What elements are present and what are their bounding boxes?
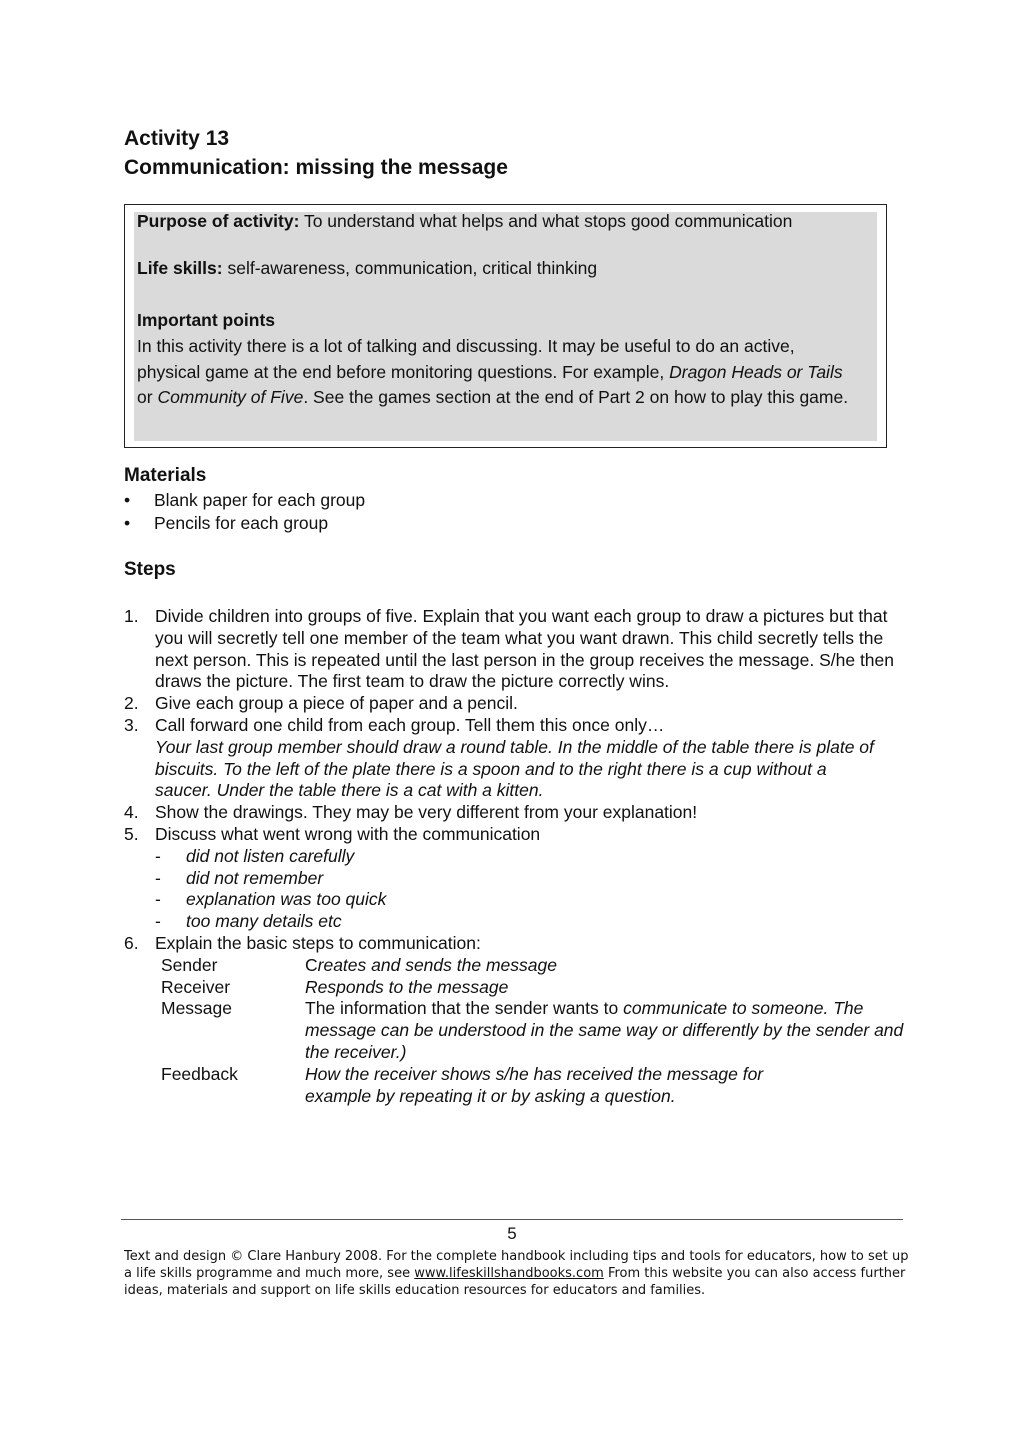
footer-divider (121, 1219, 903, 1220)
step-item (124, 933, 914, 1107)
dash-item-text: explanation was too quick (186, 889, 387, 910)
dash-icon: - (155, 911, 161, 932)
dash-item-text: did not listen carefully (186, 845, 355, 866)
activity-number: Activity 13 (124, 127, 230, 150)
step-number: 6. (124, 932, 139, 953)
step-item (124, 693, 914, 715)
footer-text-part1: Text and design © Clare Hanbury 2008. For the complete handbook including tips and tools for educators, how to set up a life skills programme and much more, see (124, 1249, 909, 1281)
definition-row-message (155, 998, 914, 1063)
footer-text-part2: From this website you can also access further ideas, materials and support on life skills education resources for educators and families. (124, 1266, 906, 1298)
definition-term: Feedback (161, 1063, 238, 1084)
definition-rest: reates and sends the message (317, 954, 557, 975)
step-number: 3. (124, 714, 139, 735)
definition-term: Sender (161, 954, 218, 975)
dash-icon: - (155, 889, 161, 910)
step-number: 1. (124, 606, 139, 626)
definition-text: Responds to the message (305, 976, 509, 997)
step-text: Explain the basic steps to communication: (155, 932, 481, 953)
life-skills-line (137, 256, 867, 282)
definition-row-receiver (155, 977, 914, 999)
materials-item (124, 512, 328, 535)
definition-text: How the receiver shows s/he has received the message for example by repeating it or by asking a question. (305, 1063, 764, 1106)
materials-item (124, 489, 365, 512)
definition-term: Message (161, 998, 233, 1019)
step-instruction: Your last group member should draw a round table. In the middle of the table there is plate of biscuits. To the left of the plate there is a spoon and to the right there is a cup without a saucer. Under the table there is a cat with a kitten. (155, 736, 874, 801)
page-number: 5 (507, 1224, 517, 1243)
purpose-line (137, 209, 867, 235)
dash-item-text: too many details etc (186, 911, 342, 932)
life-skills-text: self-awareness, communication, critical thinking (222, 258, 598, 278)
important-text-part2: . See the games section at the end of Part 2 on how to play this game. (303, 387, 849, 407)
step-number: 5. (124, 823, 139, 844)
purpose-label: Purpose of activity: (137, 211, 300, 231)
step-text: Show the drawings. They may be very different from your explanation! (155, 802, 698, 823)
dash-item (155, 868, 914, 890)
step-number: 4. (124, 802, 139, 823)
definition-text (305, 955, 914, 977)
life-skills-label: Life skills: (137, 258, 223, 278)
step-number: 2. (124, 693, 139, 714)
materials-item-text: Pencils for each group (154, 513, 329, 533)
step-item (124, 606, 895, 693)
important-text-part1: In this activity there is a lot of talking and discussing. It may be useful to do an active, physical game at the end before monitoring questions. For example, (137, 336, 795, 382)
dash-item-text: did not remember (186, 867, 324, 888)
definition-initial: C (305, 954, 318, 975)
footer-text (124, 1248, 914, 1299)
important-or: or (137, 387, 158, 407)
website-link[interactable]: www.lifeskillshandbooks.com (414, 1266, 604, 1281)
steps-heading: Steps (124, 559, 176, 580)
definition-italic: communicate to someone. The message can be understood in the same way or differently by the sender and the receiver.) (305, 998, 904, 1062)
definition-plain: The information that the sender wants to (305, 998, 624, 1019)
activity-name: Communication: missing the message (124, 156, 508, 179)
dash-icon: - (155, 845, 161, 866)
definition-row-feedback (155, 1064, 914, 1108)
activity-title (124, 124, 508, 182)
step-text: Divide children into groups of five. Explain that you want each group to draw a pictures but that you will secretly tell one member of the team what you want drawn. This child secretly tells the next person. This is repeated until the last person in the group receives the message. S/he then draws the picture. The first team to draw the picture correctly wins. (155, 606, 895, 692)
step-text: Give each group a piece of paper and a pencil. (155, 693, 518, 714)
step-item (124, 824, 914, 933)
purpose-text: To understand what helps and what stops good communication (299, 211, 793, 231)
dash-item (155, 911, 914, 933)
steps-list (124, 606, 914, 1107)
important-heading: Important points (137, 310, 276, 330)
step-text: Call forward one child from each group. Tell them this once only… (155, 714, 665, 735)
dash-item (155, 846, 914, 868)
materials-item-text: Blank paper for each group (154, 490, 366, 510)
step-item (124, 715, 883, 802)
bullet-icon: • (124, 490, 131, 510)
materials-heading: Materials (124, 465, 207, 486)
dash-item (155, 889, 914, 911)
step-item (124, 802, 914, 824)
step-text: Discuss what went wrong with the communication (155, 823, 541, 844)
definition-row-sender (155, 955, 914, 977)
game-name-dragon: Dragon Heads or Tails (669, 361, 843, 382)
definition-text (305, 998, 914, 1063)
game-name-community: Community of Five (157, 387, 304, 407)
bullet-icon: • (124, 513, 131, 533)
important-text (137, 334, 862, 411)
dash-icon: - (155, 867, 161, 888)
definition-term: Receiver (161, 976, 231, 997)
